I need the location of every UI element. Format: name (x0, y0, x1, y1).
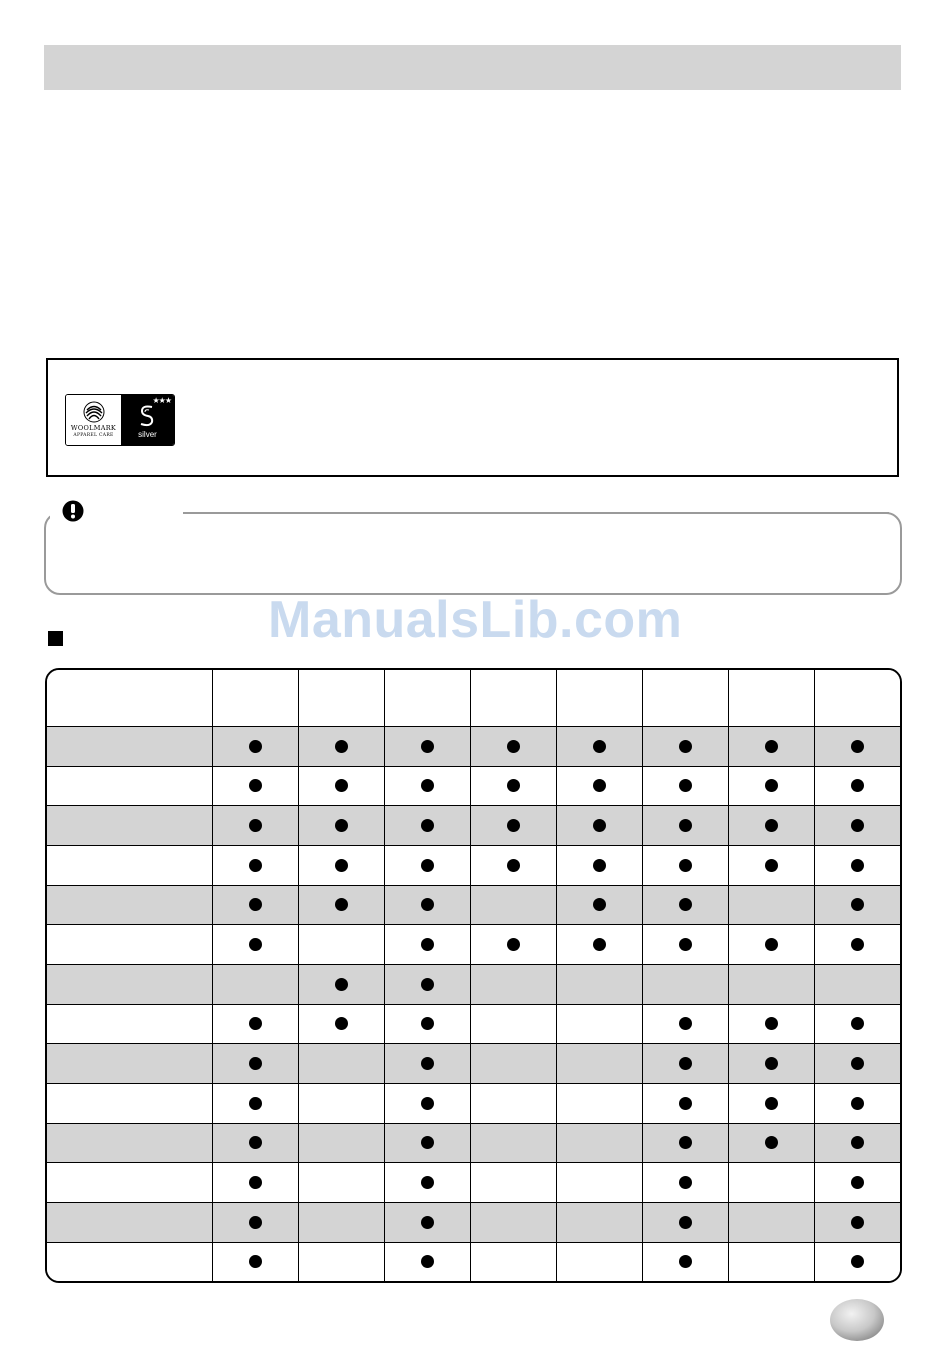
table-cell (470, 806, 556, 846)
table-row (47, 766, 900, 806)
available-dot-icon (421, 1216, 434, 1229)
table-cell (384, 925, 470, 965)
table-cell (298, 846, 384, 886)
table-cell (728, 1242, 814, 1281)
available-dot-icon (421, 779, 434, 792)
table-cell (814, 925, 900, 965)
woolmark-box (46, 358, 899, 477)
notice-rule (183, 512, 889, 514)
table-cell (814, 1044, 900, 1084)
table-cell (384, 1163, 470, 1203)
available-dot-icon (765, 1097, 778, 1110)
table-cell (298, 1242, 384, 1281)
table-cell (556, 1044, 642, 1084)
table-cell (212, 1004, 298, 1044)
table-cell (642, 925, 728, 965)
star-rating: ★★★ (152, 396, 171, 405)
row-label (47, 766, 212, 806)
table-cell (814, 1084, 900, 1124)
table-cell (556, 1242, 642, 1281)
available-dot-icon (335, 1017, 348, 1030)
available-dot-icon (249, 1057, 262, 1070)
available-dot-icon (593, 819, 606, 832)
table-cell (212, 1242, 298, 1281)
table-cell (642, 965, 728, 1005)
table-row (47, 965, 900, 1005)
table-cell (298, 925, 384, 965)
table-cell (556, 885, 642, 925)
table-cell (212, 965, 298, 1005)
table-cell (470, 727, 556, 767)
table-cell (642, 1242, 728, 1281)
table-cell (298, 1203, 384, 1243)
table-cell (728, 965, 814, 1005)
available-dot-icon (421, 1136, 434, 1149)
available-dot-icon (679, 779, 692, 792)
table-cell (384, 1203, 470, 1243)
table-row (47, 806, 900, 846)
row-label (47, 885, 212, 925)
table-cell (212, 766, 298, 806)
table-cell (212, 1123, 298, 1163)
table-cell (298, 885, 384, 925)
available-dot-icon (335, 740, 348, 753)
table-cell (384, 1044, 470, 1084)
table-cell (212, 1084, 298, 1124)
notice-box (44, 512, 902, 595)
available-dot-icon (249, 1216, 262, 1229)
available-dot-icon (765, 1057, 778, 1070)
available-dot-icon (249, 898, 262, 911)
table-cell (728, 766, 814, 806)
table-cell (556, 727, 642, 767)
table-cell (728, 1044, 814, 1084)
table-cell (470, 1163, 556, 1203)
table-cell (642, 766, 728, 806)
table-cell (728, 727, 814, 767)
available-dot-icon (851, 1097, 864, 1110)
table-cell (642, 1163, 728, 1203)
available-dot-icon (421, 740, 434, 753)
available-dot-icon (679, 1176, 692, 1189)
row-label (47, 1004, 212, 1044)
table-cell (642, 1123, 728, 1163)
row-label (47, 806, 212, 846)
table-cell (728, 885, 814, 925)
available-dot-icon (679, 740, 692, 753)
available-dot-icon (593, 898, 606, 911)
table-cell (814, 1242, 900, 1281)
available-dot-icon (851, 1057, 864, 1070)
caution-icon (62, 500, 84, 522)
available-dot-icon (421, 1097, 434, 1110)
table-cell (728, 1203, 814, 1243)
table-cell (814, 846, 900, 886)
available-dot-icon (335, 819, 348, 832)
page-number-badge (829, 1298, 885, 1342)
available-dot-icon (249, 938, 262, 951)
table-cell (298, 1044, 384, 1084)
table-row (47, 885, 900, 925)
header-bar (44, 45, 901, 90)
available-dot-icon (679, 1255, 692, 1268)
table-cell (384, 965, 470, 1005)
grade-label: silver (138, 430, 157, 439)
row-label (47, 925, 212, 965)
column-header (384, 670, 470, 727)
row-label (47, 727, 212, 767)
available-dot-icon (249, 1136, 262, 1149)
available-dot-icon (679, 1017, 692, 1030)
table-cell (728, 925, 814, 965)
table-cell (470, 1203, 556, 1243)
available-dot-icon (679, 1136, 692, 1149)
woolmark-logo-left (66, 395, 121, 445)
available-dot-icon (679, 1216, 692, 1229)
available-dot-icon (507, 819, 520, 832)
available-dot-icon (765, 938, 778, 951)
row-label (47, 1084, 212, 1124)
available-dot-icon (507, 938, 520, 951)
table-cell (556, 1084, 642, 1124)
table-cell (814, 885, 900, 925)
available-dot-icon (679, 938, 692, 951)
table-cell (556, 1123, 642, 1163)
available-dot-icon (335, 859, 348, 872)
table-row (47, 1044, 900, 1084)
available-dot-icon (679, 1057, 692, 1070)
available-dot-icon (851, 1136, 864, 1149)
table-cell (556, 1163, 642, 1203)
available-dot-icon (335, 779, 348, 792)
available-dot-icon (851, 1216, 864, 1229)
table-cell (298, 1084, 384, 1124)
table-cell (384, 885, 470, 925)
available-dot-icon (249, 779, 262, 792)
table-header-row (47, 670, 900, 727)
table-cell (298, 727, 384, 767)
table-cell (298, 806, 384, 846)
table-cell (470, 846, 556, 886)
table-cell (470, 925, 556, 965)
wool-ball-icon (83, 401, 105, 423)
available-dot-icon (249, 1255, 262, 1268)
table-cell (814, 727, 900, 767)
available-dot-icon (335, 898, 348, 911)
available-dot-icon (765, 819, 778, 832)
table-cell (642, 1044, 728, 1084)
available-dot-icon (421, 1057, 434, 1070)
table-cell (728, 1123, 814, 1163)
table-row (47, 1203, 900, 1243)
column-header (556, 670, 642, 727)
table-cell (384, 1242, 470, 1281)
available-dot-icon (765, 740, 778, 753)
table-cell (556, 766, 642, 806)
table-cell (814, 1163, 900, 1203)
available-dot-icon (421, 819, 434, 832)
table-cell (728, 846, 814, 886)
table-cell (384, 1004, 470, 1044)
table-cell (642, 1004, 728, 1044)
table-cell (814, 806, 900, 846)
table-cell (298, 1004, 384, 1044)
row-label (47, 1163, 212, 1203)
available-dot-icon (421, 978, 434, 991)
table-cell (556, 1203, 642, 1243)
table-cell (728, 806, 814, 846)
table-cell (814, 1203, 900, 1243)
available-dot-icon (593, 938, 606, 951)
table-cell (556, 925, 642, 965)
available-dot-icon (421, 1255, 434, 1268)
table-cell (556, 965, 642, 1005)
woolmark-logo (65, 394, 175, 446)
table-row (47, 1242, 900, 1281)
table-cell (212, 846, 298, 886)
table-cell (212, 1163, 298, 1203)
table-cell (642, 727, 728, 767)
table-cell (212, 806, 298, 846)
table-cell (298, 1123, 384, 1163)
table-cell (556, 1004, 642, 1044)
column-header (212, 670, 298, 727)
row-label (47, 1203, 212, 1243)
available-dot-icon (765, 1017, 778, 1030)
row-label (47, 1044, 212, 1084)
table-row (47, 1004, 900, 1044)
available-dot-icon (421, 1017, 434, 1030)
table-cell (470, 1084, 556, 1124)
available-dot-icon (679, 1097, 692, 1110)
table-cell (728, 1004, 814, 1044)
table-cell (384, 766, 470, 806)
available-dot-icon (765, 1136, 778, 1149)
available-dot-icon (593, 740, 606, 753)
row-label (47, 965, 212, 1005)
table-row (47, 727, 900, 767)
available-dot-icon (421, 859, 434, 872)
column-header (814, 670, 900, 727)
table-cell (384, 806, 470, 846)
table-cell (470, 885, 556, 925)
available-dot-icon (851, 779, 864, 792)
table-row (47, 1123, 900, 1163)
available-dot-icon (679, 898, 692, 911)
available-dot-icon (421, 898, 434, 911)
woolmark-wordmark: WOOLMARK (70, 424, 117, 432)
watermark-text: ManualsLib.com (268, 591, 683, 649)
available-dot-icon (851, 1176, 864, 1189)
table-cell (556, 806, 642, 846)
silver-s-icon (137, 403, 157, 429)
table-cell (814, 1123, 900, 1163)
available-dot-icon (679, 859, 692, 872)
table-cell (470, 1004, 556, 1044)
table-cell (384, 1123, 470, 1163)
available-dot-icon (507, 779, 520, 792)
row-label (47, 1123, 212, 1163)
section-bullet-icon (48, 631, 63, 646)
available-dot-icon (507, 859, 520, 872)
available-dot-icon (249, 859, 262, 872)
table-cell (212, 885, 298, 925)
available-dot-icon (249, 1017, 262, 1030)
table-cell (298, 965, 384, 1005)
table-cell (642, 846, 728, 886)
program-option-table (45, 668, 902, 1283)
available-dot-icon (249, 1176, 262, 1189)
available-dot-icon (851, 1255, 864, 1268)
table-cell (470, 1123, 556, 1163)
table-cell (728, 1163, 814, 1203)
table-cell (642, 885, 728, 925)
available-dot-icon (249, 819, 262, 832)
available-dot-icon (507, 740, 520, 753)
available-dot-icon (421, 1176, 434, 1189)
table-cell (814, 766, 900, 806)
available-dot-icon (593, 779, 606, 792)
available-dot-icon (851, 1017, 864, 1030)
column-header (470, 670, 556, 727)
table-row (47, 1084, 900, 1124)
table-cell (298, 1163, 384, 1203)
table-cell (814, 1004, 900, 1044)
header-label-cell (47, 670, 212, 727)
available-dot-icon (593, 859, 606, 872)
woolmark-grade-panel (121, 395, 174, 445)
available-dot-icon (851, 819, 864, 832)
table-cell (470, 766, 556, 806)
table-cell (212, 727, 298, 767)
available-dot-icon (249, 740, 262, 753)
row-label (47, 846, 212, 886)
table-cell (384, 727, 470, 767)
table-cell (728, 1084, 814, 1124)
table-cell (642, 806, 728, 846)
available-dot-icon (851, 859, 864, 872)
table-cell (642, 1084, 728, 1124)
available-dot-icon (851, 898, 864, 911)
available-dot-icon (851, 740, 864, 753)
table-cell (470, 1044, 556, 1084)
table-cell (642, 1203, 728, 1243)
woolmark-subtitle: APPAREL CARE (73, 433, 114, 438)
column-header (728, 670, 814, 727)
table-cell (212, 925, 298, 965)
table-row (47, 846, 900, 886)
table-cell (814, 965, 900, 1005)
available-dot-icon (765, 859, 778, 872)
table-cell (298, 766, 384, 806)
table-cell (556, 846, 642, 886)
column-header (642, 670, 728, 727)
table-cell (470, 965, 556, 1005)
available-dot-icon (249, 1097, 262, 1110)
available-dot-icon (679, 819, 692, 832)
table-cell (212, 1044, 298, 1084)
program-table (47, 670, 900, 1281)
available-dot-icon (851, 938, 864, 951)
available-dot-icon (421, 938, 434, 951)
available-dot-icon (765, 779, 778, 792)
row-label (47, 1242, 212, 1281)
table-cell (212, 1203, 298, 1243)
column-header (298, 670, 384, 727)
available-dot-icon (335, 978, 348, 991)
table-cell (470, 1242, 556, 1281)
table-row (47, 1163, 900, 1203)
table-row (47, 925, 900, 965)
table-cell (384, 846, 470, 886)
table-cell (384, 1084, 470, 1124)
